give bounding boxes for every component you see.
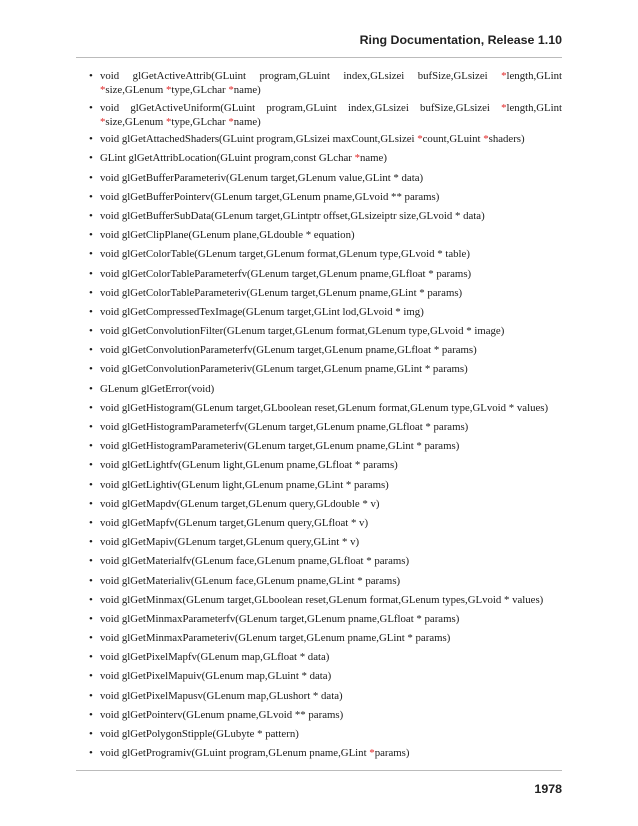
- function-item: • GLint glGetAttribLocation(GLuint program,const GLchar *name): [0, 151, 638, 165]
- pointer-asterisk: *: [228, 115, 234, 128]
- function-item: • void glGetMinmaxParameterfv(GLenum target,GLenum pname,GLfloat * params): [0, 612, 638, 626]
- function-item: • void glGetMapdv(GLenum target,GLenum query,GLdouble * v): [0, 497, 638, 511]
- function-item: • void glGetLightiv(GLenum light,GLenum pname,GLint * params): [0, 478, 638, 492]
- function-item: • void glGetColorTable(GLenum target,GLenum format,GLenum type,GLvoid * table): [0, 247, 638, 261]
- function-item: • void glGetColorTableParameterfv(GLenum target,GLenum pname,GLfloat * params): [0, 267, 638, 281]
- pointer-asterisk: *: [165, 115, 172, 128]
- function-item: • void glGetAttachedShaders(GLuint program,GLsizei maxCount,GLsizei *count,GLuint *shaders): [0, 132, 638, 146]
- function-item: • void glGetPixelMapfv(GLenum map,GLfloat * data): [0, 650, 638, 664]
- pointer-asterisk: *: [483, 133, 489, 146]
- pointer-asterisk: *: [501, 101, 507, 114]
- function-item: • void glGetActiveUniform(GLuint program,GLuint index,GLsizei bufSize,GLsizei *length,GLint *size,GLenum *type,GLchar *name): [0, 101, 638, 129]
- function-item: • void glGetPolygonStipple(GLubyte * pattern): [0, 727, 638, 741]
- pointer-asterisk: *: [501, 70, 507, 82]
- header-title: Ring Documentation, Release 1.10: [359, 33, 562, 47]
- function-item: • void glGetPointerv(GLenum pname,GLvoid ** params): [0, 708, 638, 722]
- function-item: • void glGetCompressedTexImage(GLenum target,GLint lod,GLvoid * img): [0, 305, 638, 319]
- function-item: • void glGetMinmax(GLenum target,GLboolean reset,GLenum format,GLenum types,GLvoid * values): [0, 593, 638, 607]
- function-item: • void glGetClipPlane(GLenum plane,GLdouble * equation): [0, 228, 638, 242]
- function-item: • void glGetHistogramParameteriv(GLenum target,GLenum pname,GLint * params): [0, 439, 638, 453]
- page-number: 1978: [534, 782, 562, 796]
- function-item: • void glGetProgramiv(GLuint program,GLenum pname,GLint *params): [0, 746, 638, 760]
- pointer-asterisk: *: [228, 84, 234, 96]
- function-item: • void glGetHistogramParameterfv(GLenum target,GLenum pname,GLfloat * params): [0, 420, 638, 434]
- pointer-asterisk: *: [354, 152, 360, 165]
- function-list: [0, 69, 638, 765]
- pointer-asterisk: *: [417, 133, 423, 146]
- function-item: • void glGetActiveAttrib(GLuint program,GLuint index,GLsizei bufSize,GLsizei *length,GLint *size,GLenum *type,GLchar *name): [0, 69, 638, 97]
- pointer-asterisk: *: [100, 84, 106, 96]
- function-item: • void glGetBufferParameteriv(GLenum target,GLenum value,GLint * data): [0, 171, 638, 185]
- function-item: • void glGetConvolutionParameteriv(GLenum target,GLenum pname,GLint * params): [0, 362, 638, 376]
- function-item: • void glGetMaterialiv(GLenum face,GLenum pname,GLint * params): [0, 574, 638, 588]
- function-item: • void glGetPixelMapusv(GLenum map,GLushort * data): [0, 689, 638, 703]
- function-item: • void glGetColorTableParameteriv(GLenum target,GLenum pname,GLint * params): [0, 286, 638, 300]
- function-item: • void glGetMapiv(GLenum target,GLenum query,GLint * v): [0, 535, 638, 549]
- function-item: • void glGetBufferSubData(GLenum target,GLintptr offset,GLsizeiptr size,GLvoid * data): [0, 209, 638, 223]
- function-item: • void glGetPixelMapuiv(GLenum map,GLuint * data): [0, 669, 638, 683]
- function-item: • void glGetConvolutionParameterfv(GLenum target,GLenum pname,GLfloat * params): [0, 343, 638, 357]
- pointer-asterisk: *: [100, 115, 106, 128]
- function-item: • void glGetBufferPointerv(GLenum target,GLenum pname,GLvoid ** params): [0, 190, 638, 204]
- function-item: • void glGetLightfv(GLenum light,GLenum pname,GLfloat * params): [0, 458, 638, 472]
- footer-rule: [76, 770, 562, 771]
- pointer-asterisk: *: [369, 747, 375, 760]
- function-item: • void glGetMaterialfv(GLenum face,GLenum pname,GLfloat * params): [0, 554, 638, 568]
- header-rule: [76, 57, 562, 58]
- function-item: • void glGetMapfv(GLenum target,GLenum query,GLfloat * v): [0, 516, 638, 530]
- function-item: • void glGetConvolutionFilter(GLenum target,GLenum format,GLenum type,GLvoid * image): [0, 324, 638, 338]
- function-item: • GLenum glGetError(void): [0, 382, 638, 396]
- function-item: • void glGetMinmaxParameteriv(GLenum target,GLenum pname,GLint * params): [0, 631, 638, 645]
- pointer-asterisk: *: [165, 84, 172, 96]
- function-item: • void glGetHistogram(GLenum target,GLboolean reset,GLenum format,GLenum type,GLvoid * values): [0, 401, 638, 415]
